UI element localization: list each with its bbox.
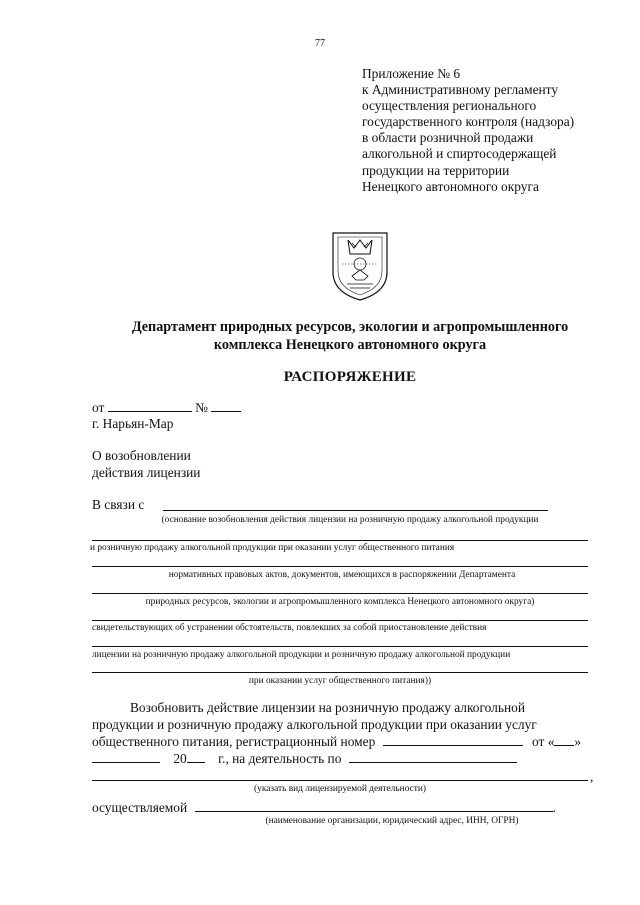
order-line-3-text: общественного питания, регистрационный номер	[92, 734, 376, 749]
basis-field-6[interactable]	[92, 646, 588, 647]
appendix-line: в области розничной продажи	[362, 130, 534, 146]
basis-field-1[interactable]	[163, 510, 548, 511]
day-field[interactable]	[554, 734, 574, 746]
appendix-line: государственного контроля (надзора)	[362, 114, 575, 130]
activity-caption: (указать вид лицензируемой деятельности)	[254, 784, 426, 794]
basis-caption: при оказании услуг общественного питания))	[248, 676, 432, 686]
order-line-1: Возобновить действие лицензии на розничную продажу алкогольной	[130, 700, 525, 715]
page-number: 77	[315, 38, 325, 49]
order-line-3	[92, 734, 581, 750]
order-line-4	[92, 751, 517, 767]
exercised-caption: (наименование организации, юридический адрес, ИНН, ОГРН)	[265, 816, 519, 826]
exercised-label: осуществляемой	[92, 800, 188, 815]
close-quote: »	[574, 734, 582, 749]
department-line-2: комплекса Ненецкого автономного округа	[213, 337, 487, 353]
basis-label: В связи с	[92, 497, 145, 512]
number-label: №	[195, 400, 208, 415]
appendix-line: Приложение № 6	[362, 66, 461, 81]
from-open-quote: от «	[532, 734, 555, 749]
date-number-row	[92, 400, 241, 416]
basis-field-3[interactable]	[92, 566, 588, 567]
appendix-line: осуществления регионального	[362, 98, 537, 114]
registration-number-field[interactable]	[383, 734, 523, 746]
order-line-4-text: г., на деятельность по	[218, 751, 342, 766]
period: .	[552, 800, 556, 815]
activity-field-2[interactable]	[92, 780, 588, 781]
subject-line-2: действия лицензии	[92, 465, 201, 480]
appendix-block	[362, 66, 574, 195]
basis-caption: лицензии на розничную продажу алкогольной продукции и розничную продажу алкогольной продукции	[92, 650, 511, 660]
activity-field-1[interactable]	[349, 751, 517, 763]
comma: ,	[590, 769, 594, 784]
document-title: РАСПОРЯЖЕНИЕ	[283, 369, 417, 385]
department-name	[0, 318, 640, 354]
order-line-2: продукции и розничную продажу алкогольной продукции при оказании услуг	[92, 717, 537, 732]
from-label: от	[92, 400, 105, 415]
coat-of-arms-icon	[330, 230, 390, 302]
subject-line-1: О возобновлении	[92, 448, 191, 463]
appendix-line: Ненецкого автономного округа	[362, 178, 539, 194]
number-field[interactable]	[211, 400, 241, 412]
basis-field-7[interactable]	[92, 672, 588, 673]
exercised-row	[92, 800, 556, 816]
basis-caption: природных ресурсов, экологии и агропромышленного комплекса Ненецкого автономного округа)	[145, 597, 535, 607]
year-prefix: 20	[173, 751, 187, 766]
basis-caption: нормативных правовых актов, документов, имеющихся в распоряжении Департамента	[168, 570, 516, 580]
organization-field[interactable]	[195, 800, 553, 812]
basis-field-2[interactable]	[92, 540, 588, 541]
city: г. Нарьян-Мар	[92, 416, 174, 431]
basis-caption: свидетельствующих об устранении обстоятельств, повлекших за собой приостановление действия	[92, 623, 487, 633]
subject	[92, 447, 200, 481]
date-field[interactable]	[108, 400, 192, 412]
month-field[interactable]	[92, 751, 160, 763]
appendix-line: алкогольной и спиртосодержащей	[362, 146, 557, 162]
basis-field-5[interactable]	[92, 620, 588, 621]
basis-caption: (основание возобновления действия лицензии на розничную продажу алкогольной продукции	[161, 515, 539, 525]
appendix-line: к Административному регламенту	[362, 82, 559, 98]
department-line-1: Департамент природных ресурсов, экологии и агропромышленного	[131, 319, 569, 335]
basis-caption: и розничную продажу алкогольной продукции при оказании услуг общественного питания	[90, 543, 455, 553]
year-field[interactable]	[187, 751, 205, 763]
basis-field-4[interactable]	[92, 593, 588, 594]
appendix-line: продукции на территории	[362, 162, 510, 178]
